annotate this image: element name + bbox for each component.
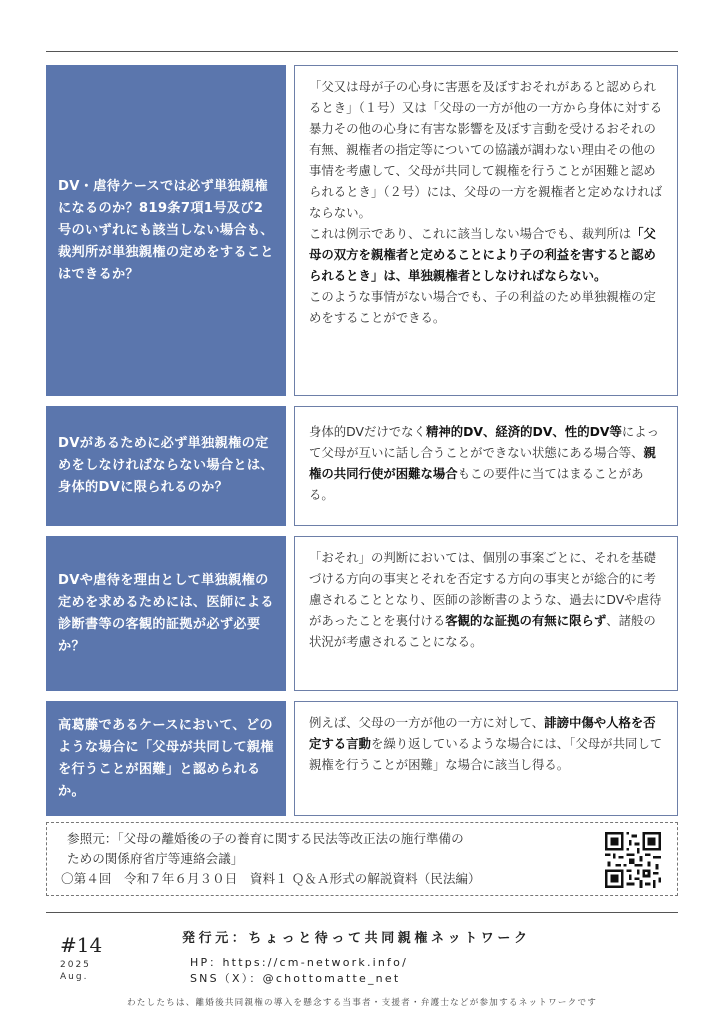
answer-emphasis: 誹謗中傷や人格を否定する言動 [309,715,656,751]
top-divider [46,51,678,52]
answer-text: このような事情がない場合でも、子の利益のため単独親権の定めをすることができる。 [309,289,656,325]
answer-text: これは例示であり、これに該当しない場合でも、裁判所は [309,226,632,241]
answer-text: 、諸般の状況が考慮されることになる。 [309,613,656,649]
qr-code-icon[interactable] [605,832,661,888]
answer-emphasis: 親権の共同行使が困難な場合 [309,445,656,481]
issue-month: Aug. [60,972,89,982]
qa-block-1 [46,65,678,396]
answer-text: もこの要件に当てはまることがある。 [309,466,644,502]
answer-3 [294,536,678,691]
reference-box [46,822,678,896]
reference-line-2: ための関係府省庁等連絡会議」 [67,851,244,866]
answer-emphasis: 客観的な証拠の有無に限らず [445,613,607,628]
qa-block-2 [46,406,678,526]
issue-year: 2025 [60,960,91,970]
sns-handle[interactable]: SNS（X）：@chottomatte_net [190,972,401,985]
answer-1 [294,65,678,396]
homepage-link[interactable]: HP：https://cm-network.info/ [190,956,408,969]
reference-line-1: 参照元：「父母の離婚後の子の養育に関する民法等改正法の施行準備の [67,831,464,846]
contact-info [190,955,408,987]
answer-emphasis: 精神的DV、経済的DV、性的DV等 [425,424,622,439]
qa-block-4 [46,701,678,816]
issue-number: #14 [60,933,103,957]
answer-text: 身体的DVだけでなく [309,424,426,439]
answer-2 [294,406,678,526]
answer-text: によって父母が互いに話し合うことができない状態にある場合等、 [309,424,660,460]
publisher: 発行元：ちょっと待って共同親権ネットワーク [182,931,531,946]
qa-block-3 [46,536,678,691]
question-4: 高葛藤であるケースにおいて、どのような場合に「父母が共同して親権を行うことが困難」と認められるか。 [46,701,286,816]
answer-text: 「おそれ」の判断においては、個別の事案ごとに、それを基礎づける方向の事実とそれを否定する方向の事実とが総合的に考慮されることとなり、医師の診断書のような、過去にDVや虐待があったことを裏付ける [309,550,662,628]
answer-emphasis: 「父母の双方を親権者と定めることにより子の利益を害すると認められるとき」は、単独親権者としなければならない。 [309,226,656,283]
answer-text: 「父又は母が子の心身に害悪を及ぼすおそれがあると認められるとき」（１号）又は「父母の一方が他の一方から身体に対する暴力その他の心身に有害な影響を及ぼす言動を受けるおそれの有無、親権者の指定等についての協議が調わない理由その他の事情を考慮して、父母が共同して親権を行うことが困難と認められるとき」（２号）には、父母の一方を親権者と定めなければならない。 [309,79,663,220]
bottom-divider [46,912,678,913]
question-2: DVがあるために必ず単独親権の定めをしなければならない場合とは、身体的DVに限られるのか？ [46,406,286,526]
answer-4 [294,701,678,816]
reference-line-3: 〇第４回 令和７年６月３０日 資料１ Ｑ＆Ａ形式の解説資料（民法編） [61,871,481,886]
question-1: DV・虐待ケースでは必ず単独親権になるのか？819条7項1号及び2号のいずれにも該当しない場合も、裁判所が単独親権の定めをすることはできるか？ [46,65,286,396]
answer-text: 例えば、父母の一方が他の一方に対して、 [309,715,545,730]
issue-date [60,959,91,983]
footer-text: わたしたちは、離婚後共同親権の導入を懸念する当事者・支援者・弁護士などが参加するネットワークです [126,998,598,1008]
question-3: DVや虐待を理由として単独親権の定めを求めるためには、医師による診断書等の客観的証拠が必ず必要か？ [46,536,286,691]
answer-text: を繰り返しているような場合には、「父母が共同して親権を行うことが困難」な場合に該当し得る。 [309,736,663,772]
